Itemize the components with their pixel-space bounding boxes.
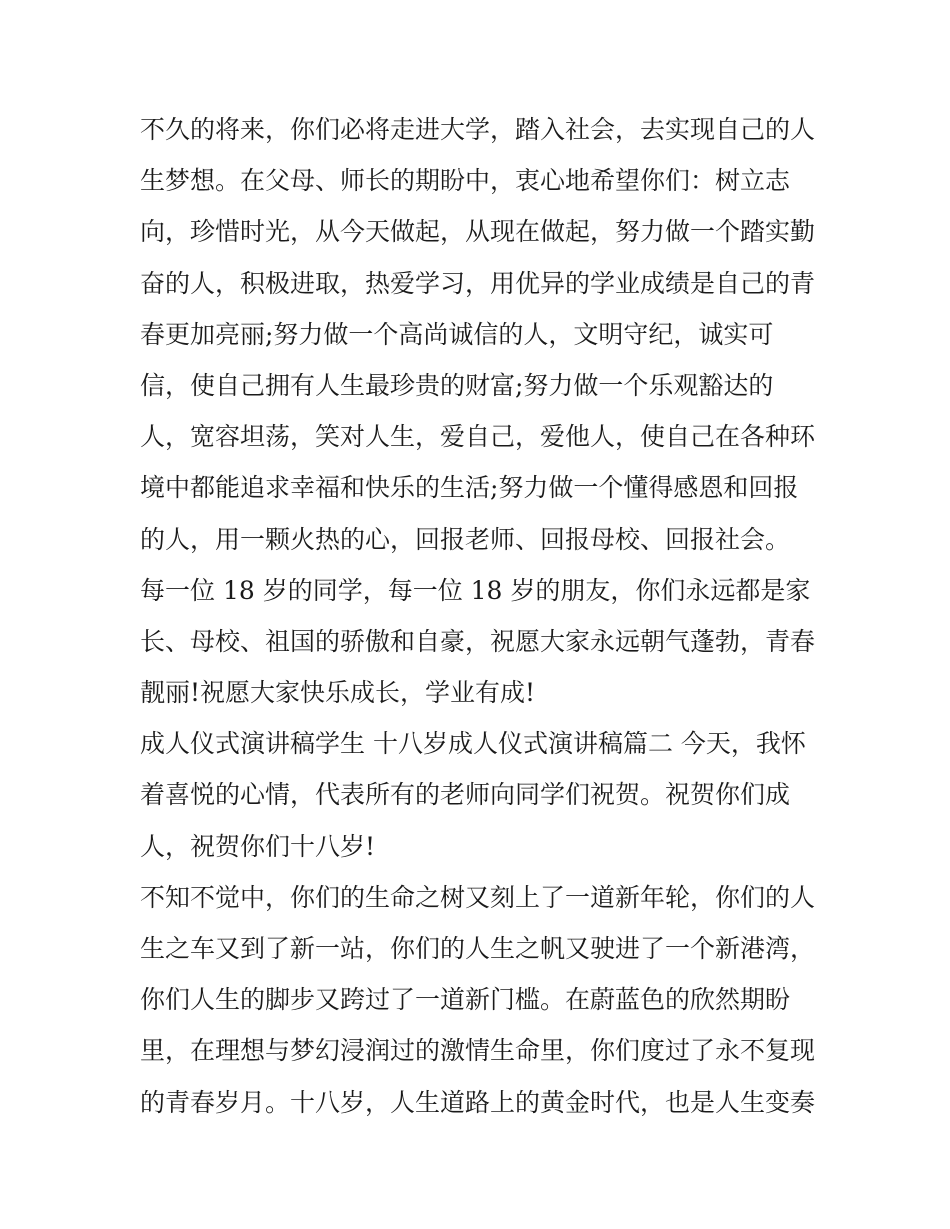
text-line: 不知不觉中，你们的生命之树又刻上了一道新年轮，你们的人 [140, 882, 816, 912]
text-line: 向，珍惜时光，从今天做起，从现在做起，努力做一个踏实勤 [140, 217, 816, 247]
text-line: 长、母校、祖国的骄傲和自豪，祝愿大家永远朝气蓬勃，青春 [140, 626, 816, 656]
text-line: 你们人生的脚步又跨过了一道新门槛。在蔚蓝色的欣然期盼 [140, 985, 791, 1015]
text-line: 的青春岁月。十八岁，人生道路上的黄金时代，也是人生变奏 [140, 1087, 816, 1117]
text-line: 境中都能追求幸福和快乐的生活;努力做一个懂得感恩和回报 [140, 473, 799, 503]
text-line: 着喜悦的心情，代表所有的老师向同学们祝贺。祝贺你们成 [140, 780, 791, 810]
text-line: 里，在理想与梦幻浸润过的激情生命里，你们度过了永不复现 [140, 1036, 816, 1066]
text-line: 的人，用一颗火热的心，回报老师、回报母校、回报社会。 [140, 524, 791, 554]
text-line: 不久的将来，你们必将走进大学，踏入社会，去实现自己的人 [140, 115, 816, 144]
text-line: 靓丽!祝愿大家快乐成长，学业有成! [140, 678, 536, 708]
text-line: 信，使自己拥有人生最珍贵的财富;努力做一个乐观豁达的 [140, 370, 774, 400]
text-line: 生之车又到了新一站，你们的人生之帆又驶进了一个新港湾， [140, 934, 816, 963]
body-text [140, 104, 820, 1128]
text-line: 人，祝贺你们十八岁! [140, 831, 376, 861]
text-line: 奋的人，积极进取，热爱学习，用优异的学业成绩是自己的青 [140, 268, 816, 298]
text-line: 每一位 18 岁的同学，每一位 18 岁的朋友，你们永远都是家 [140, 575, 811, 605]
text-line: 生梦想。在父母、师长的期盼中，衷心地希望你们：树立志 [140, 166, 791, 196]
text-line: 成人仪式演讲稿学生 十八岁成人仪式演讲稿篇二 今天，我怀 [140, 729, 806, 759]
text-line: 春更加亮丽;努力做一个高尚诚信的人，文明守纪，诚实可 [140, 319, 774, 349]
text-line: 人，宽容坦荡，笑对人生，爱自己，爱他人，使自己在各种环 [140, 422, 816, 452]
